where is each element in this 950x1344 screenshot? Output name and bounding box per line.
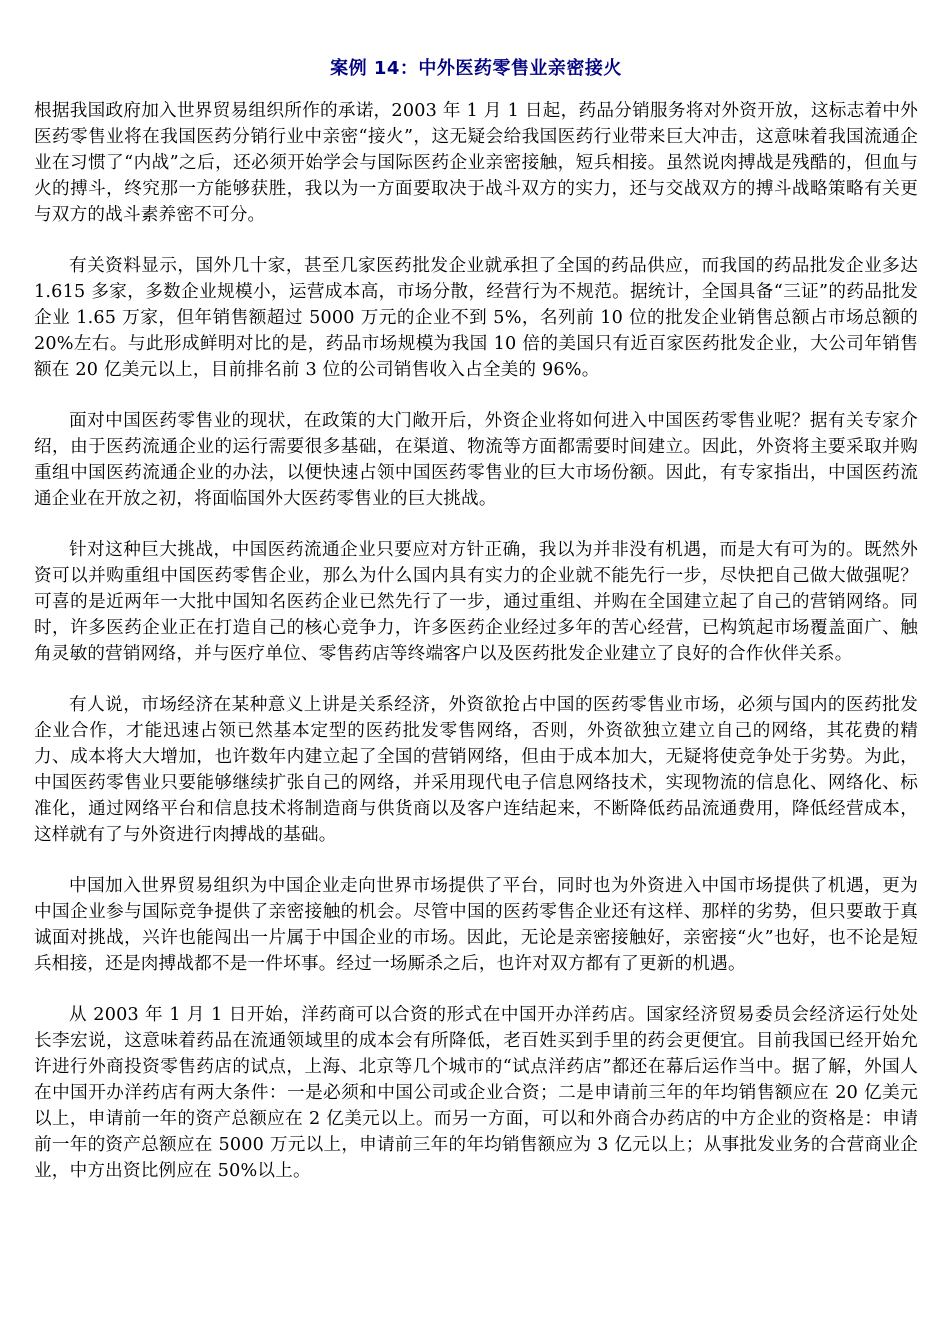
- document-title: 案例 14：中外医药零售业亲密接火: [330, 58, 622, 79]
- paragraph-1: 根据我国政府加入世界贸易组织所作的承诺，2003 年 1 月 1 日起，药品分销服务将对外资开放，这标志着中外医药零售业将在我国医药分销行业中亲密“接火”，这无疑会给我国医药行业带来巨大冲击，这意味着我国流通企业在习惯了“内战”之后，还必须开始学会与国际医药企业亲密接触，短兵相接。虽然说肉搏战是残酷的，但血与火的搏斗，终究那一方能够获胜，我以为一方面要取决于战斗双方的实力，还与交战双方的搏斗战略策略有关更与双方的战斗素养密不可分。: [34, 101, 918, 225]
- paragraph-7: 从 2003 年 1 月 1 日开始，洋药商可以合资的形式在中国开办洋药店。国家经济贸易委员会经济运行处处长李宏说，这意味着药品在流通领域里的成本会有所降低，老百姓买到手里的药会更便宜。目前我国已经开始允许进行外商投资零售药店的试点，上海、北京等几个城市的“试点洋药店”都还在幕后运作当中。据了解，外国人在中国开办洋药店有两大条件：一是必须和中国公司或企业合资；二是申请前三年的年均销售额应在 20 亿美元以上，申请前一年的资产总额应在 2 亿美元以上。而另一方面，可以和外商合办药店的中方企业的资格是：申请前一年的资产总额应在 5000 万元以上，申请前三年的年均销售额应为 3 亿元以上；从事批发业务的合营商业企业，中方出资比例应在 50%以上。: [34, 1005, 918, 1181]
- paragraph-2: 有关资料显示，国外几十家，甚至几家医药批发企业就承担了全国的药品供应，而我国的药品批发企业多达 1.615 多家，多数企业规模小，运营成本高，市场分散，经营行为不规范。据统计，全国具备“三证”的药品批发企业 1.65 万家，但年销售额超过 5000 万元的企业不到 5%，名列前 10 位的批发企业销售总额占市场总额的 20%左右。与此形成鲜明对比的是，药品市场规模为我国 10 倍的美国只有近百家医药批发企业，大公司年销售额在 20 亿美元以上，目前排名前 3 位的公司销售收入占全美的 96%。: [34, 256, 918, 380]
- paragraph-6: 中国加入世界贸易组织为中国企业走向世界市场提供了平台，同时也为外资进入中国市场提供了机遇，更为中国企业参与国际竞争提供了亲密接触的机会。尽管中国的医药零售企业还有这样、那样的劣势，但只要敢于真诚面对挑战，兴许也能闯出一片属于中国企业的市场。因此，无论是亲密接触好，亲密接“火”也好，也不论是短兵相接，还是肉搏战都不是一件坏事。经过一场厮杀之后，也许对双方都有了更新的机遇。: [34, 876, 918, 974]
- document-page: [34, 54, 918, 1209]
- paragraph-5: 有人说，市场经济在某种意义上讲是关系经济，外资欲抢占中国的医药零售业市场，必须与国内的医药批发企业合作，才能迅速占领已然基本定型的医药批发零售网络，否则，外资欲独立建立自己的网络，其花费的精力、成本将大大增加，也许数年内建立起了全国的营销网络，但由于成本加大，无疑将使竞争处于劣势。为此，中国医药零售业只要能够继续扩张自己的网络，并采用现代电子信息网络技术，实现物流的信息化、网络化、标准化，通过网络平台和信息技术将制造商与供货商以及客户连结起来，不断降低药品流通费用，降低经营成本，这样就有了与外资进行肉搏战的基础。: [34, 695, 918, 845]
- paragraph-3: 面对中国医药零售业的现状，在政策的大门敞开后，外资企业将如何进入中国医药零售业呢？据有关专家介绍，由于医药流通企业的运行需要很多基础，在渠道、物流等方面都需要时间建立。因此，外资将主要采取并购重组中国医药流通企业的办法，以便快速占领中国医药零售业的巨大市场份额。因此，有专家指出，中国医药流通企业在开放之初，将面临国外大医药零售业的巨大挑战。: [34, 411, 918, 509]
- paragraph-4: 针对这种巨大挑战，中国医药流通企业只要应对方针正确，我以为并非没有机遇，而是大有可为的。既然外资可以并购重组中国医药零售企业，那么为什么国内具有实力的企业就不能先行一步，尽快把自己做大做强呢？可喜的是近两年一大批中国知名医药企业已然先行了一步，通过重组、并购在全国建立起了自己的营销网络。同时，许多医药企业正在打造自己的核心竞争力，许多医药企业经过多年的苦心经营，已构筑起市场覆盖面广、触角灵敏的营销网络，并与医疗单位、零售药店等终端客户以及医药批发企业建立了良好的合作伙伴关系。: [34, 540, 918, 664]
